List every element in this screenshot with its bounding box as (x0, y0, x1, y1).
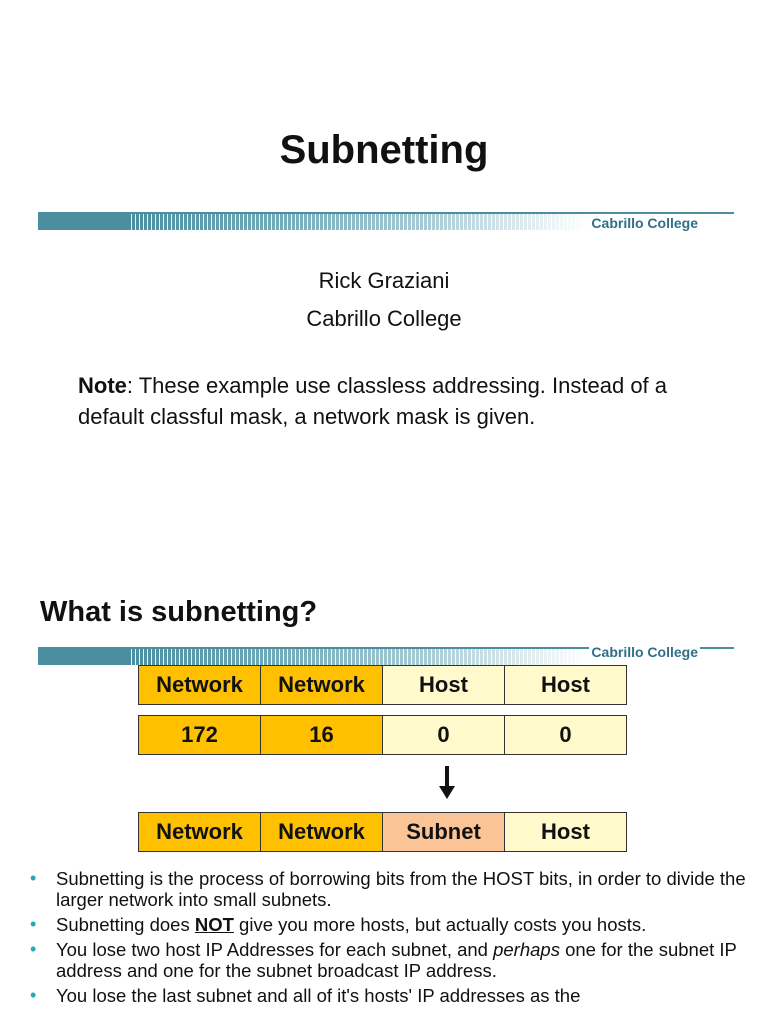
note-label: Note (78, 373, 127, 398)
cell-octet-4: 0 (504, 715, 627, 755)
author-affiliation: Cabrillo College (306, 306, 462, 331)
bullet-item (30, 939, 750, 981)
cell-network: Network (260, 812, 383, 852)
cell-host: Host (504, 665, 627, 705)
bullet-text: You lose two host IP Addresses for each subnet, and (56, 939, 494, 960)
bullet-text: give you more hosts, but actually costs you hosts. (233, 914, 647, 935)
bullet-emphasis: perhaps (493, 939, 560, 960)
bullet-dot-icon: • (30, 868, 37, 888)
bullet-text: Subnetting does (56, 914, 195, 935)
bullet-item (30, 868, 750, 910)
bullet-text: Subnetting is the process of borrowing bits from the HOST bits, in order to divide the larger network into small subnets. (56, 868, 746, 910)
cell-octet-3: 0 (382, 715, 505, 755)
author-name: Rick Graziani (318, 268, 450, 293)
bar-solid (38, 649, 128, 665)
bullet-list (30, 868, 750, 1010)
cell-network: Network (138, 665, 261, 705)
bullet-item (30, 985, 750, 1006)
cell-network: Network (138, 812, 261, 852)
bullet-dot-icon: • (30, 939, 37, 959)
subnetted-role-row (138, 812, 626, 852)
down-arrow-icon (437, 766, 457, 800)
cell-network: Network (260, 665, 383, 705)
cell-host: Host (504, 812, 627, 852)
brand-label: Cabrillo College (591, 644, 698, 660)
bullet-text: one for the subnet IP address and one for the subnet broadcast IP address. (56, 939, 737, 981)
bullet-emphasis: NOT (194, 914, 234, 935)
bar-gradient (128, 649, 588, 665)
header-bar (38, 645, 734, 667)
octet-role-row (138, 665, 626, 705)
brand-label: Cabrillo College (591, 215, 698, 231)
octet-value-row (138, 715, 626, 755)
cell-subnet: Subnet (382, 812, 505, 852)
note-text: : These example use classless addressing. Instead of a default classful mask, a network mask is given. (78, 373, 668, 429)
bullet-item (30, 914, 750, 935)
cell-octet-1: 172 (138, 715, 261, 755)
slide-title: Subnetting (279, 128, 489, 172)
slide-title: What is subnetting? (40, 596, 318, 628)
cell-host: Host (382, 665, 505, 705)
bullet-dot-icon: • (30, 985, 37, 1005)
bullet-text: You lose the last subnet and all of it's hosts' IP addresses as the (56, 985, 581, 1006)
bullet-dot-icon: • (30, 914, 37, 934)
cell-octet-2: 16 (260, 715, 383, 755)
